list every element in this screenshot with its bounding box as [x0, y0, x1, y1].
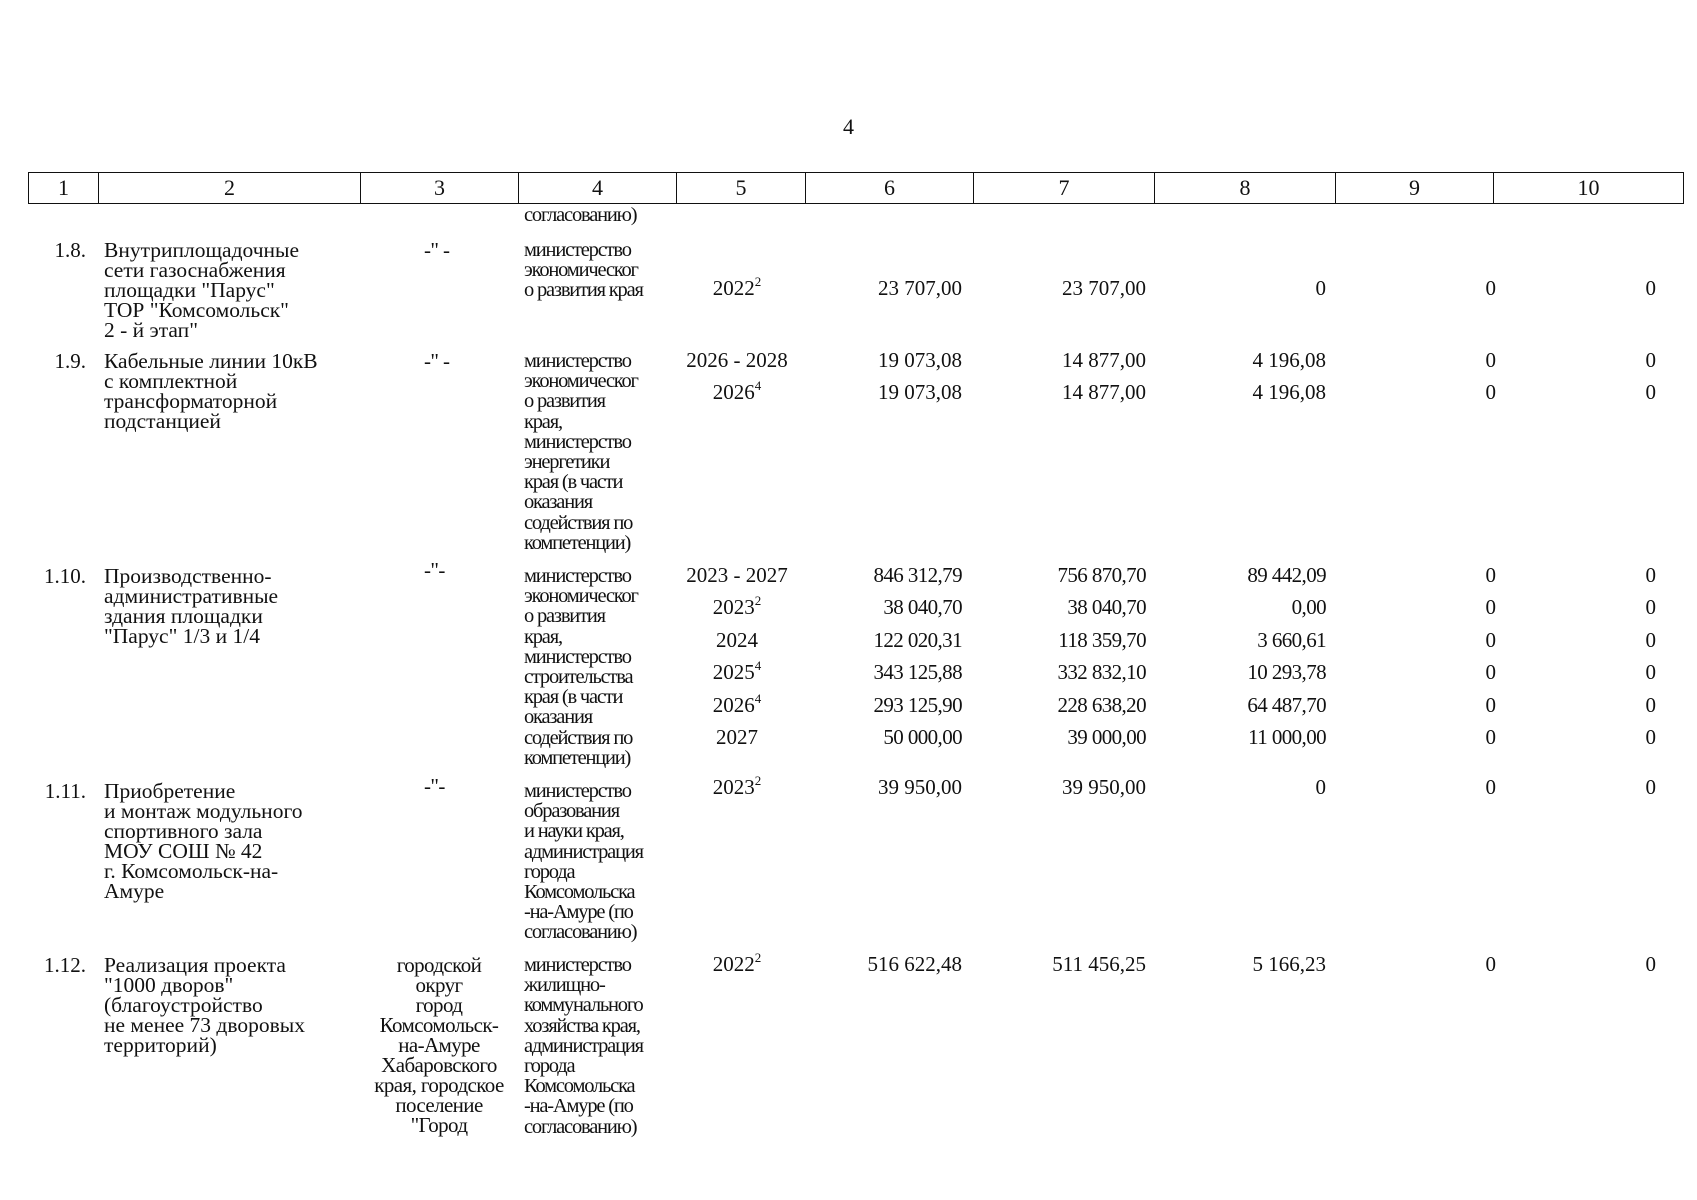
row-agency-line: компетенции)	[524, 746, 631, 769]
row-name-line: и монтаж модульного	[104, 799, 303, 823]
row-name-line: подстанцией	[104, 409, 221, 433]
row-col8: 10 293,78	[1247, 660, 1326, 684]
row-col9: 0	[1485, 380, 1496, 404]
row-number: 1.10.	[44, 564, 86, 588]
row-name-line: 2 - й этап"	[104, 318, 198, 342]
row-location-line: "Город	[410, 1113, 468, 1137]
row-col9: 0	[1485, 595, 1496, 619]
row-year-value: 2022	[712, 276, 755, 300]
row-name-line: ТОР "Комсомольск"	[104, 298, 289, 322]
row-name-line: Производственно-	[104, 564, 272, 588]
row-total: 516 622,48	[867, 952, 962, 976]
row-year-value: 2026	[712, 693, 755, 717]
row-year-value: 2025	[712, 660, 755, 684]
row-col9: 0	[1485, 952, 1496, 976]
row-agency-line: -на-Амуре (по	[524, 1095, 633, 1118]
row-year	[672, 950, 802, 976]
row-col8: 3 660,61	[1257, 628, 1326, 652]
table-header-row	[28, 172, 1684, 204]
row-total: 38 040,70	[883, 595, 962, 619]
row-name-line: Реализация проекта	[104, 953, 286, 977]
row-agency-line: министерство	[524, 350, 631, 372]
row-col10: 0	[1645, 693, 1656, 717]
row-name-line: г. Комсомольск-на-	[104, 859, 279, 883]
row-total: 50 000,00	[883, 725, 962, 749]
row-year-footnote: 4	[754, 658, 762, 673]
row-col10: 0	[1645, 563, 1656, 587]
row-location-line: Хабаровского	[381, 1053, 497, 1077]
row-col10: 0	[1645, 952, 1656, 976]
row-year-value: 2023 - 2027	[686, 563, 788, 587]
row-location-line: Комсомольск-	[379, 1013, 499, 1037]
row-agency-line: края (в части	[524, 471, 623, 494]
row-col9: 0	[1485, 628, 1496, 652]
row-col9: 0	[1485, 276, 1496, 300]
row-agency-line: согласованию)	[524, 921, 637, 944]
row-col7: 39 950,00	[1062, 775, 1146, 799]
row-total: 19 073,08	[878, 348, 962, 372]
row-total: 19 073,08	[878, 380, 962, 404]
row-year	[672, 727, 802, 747]
row-year	[672, 378, 802, 404]
row-agency-line: -на-Амуре (по	[524, 901, 633, 924]
row-agency-line: хозяйства края,	[524, 1014, 640, 1037]
row-year-value: 2024	[716, 628, 758, 652]
header-col-2: 2	[99, 173, 361, 203]
row-agency-line: министерство	[524, 645, 631, 668]
row-agency-line: оказания	[524, 491, 592, 514]
row-col7: 39 000,00	[1067, 725, 1146, 749]
row-col8: 0,00	[1291, 595, 1326, 619]
row-agency-line: края,	[524, 410, 562, 433]
row-agency-line: и науки края,	[524, 820, 624, 843]
row-agency-line: о развития	[524, 605, 605, 628]
row-name-line: Приобретение	[104, 779, 236, 803]
header-col-7: 7	[974, 173, 1155, 203]
row-col8: 4 196,08	[1252, 380, 1326, 404]
row-name-line: не менее 73 дворовых	[104, 1013, 305, 1037]
row-name-line: трансформаторной	[104, 389, 278, 413]
row-name-line: административные	[104, 584, 279, 608]
row-name-line: с комплектной	[104, 369, 238, 393]
row-col7: 38 040,70	[1067, 595, 1146, 619]
row-name-line: спортивного зала	[104, 819, 263, 843]
row-col10: 0	[1645, 595, 1656, 619]
row-agency-line: администрация	[524, 840, 643, 863]
row-total: 39 950,00	[878, 775, 962, 799]
row-year	[672, 691, 802, 717]
row-year-footnote: 2	[754, 950, 762, 965]
row-total: 846 312,79	[873, 563, 962, 587]
row-location-line: -"-	[424, 774, 445, 798]
row-col10: 0	[1645, 348, 1656, 372]
row-agency-line: энергетики	[524, 451, 610, 473]
header-col-9: 9	[1336, 173, 1494, 203]
row-year	[672, 658, 802, 684]
row-year-footnote: 4	[754, 378, 762, 393]
row-agency-line: коммунального	[524, 994, 643, 1017]
header-col-5: 5	[677, 173, 806, 203]
row-number: 1.8.	[54, 238, 86, 262]
row-col7: 332 832,10	[1057, 660, 1146, 684]
row-total: 23 707,00	[878, 276, 962, 300]
row-col8: 0	[1315, 276, 1326, 300]
row-col8: 0	[1315, 775, 1326, 799]
row-name-line: Внутриплощадочные	[104, 238, 300, 262]
row-name-line: сети газоснабжения	[104, 258, 286, 282]
row-year	[672, 773, 802, 799]
row-agency-line: содействия по	[524, 511, 633, 534]
row-total: 122 020,31	[873, 628, 962, 652]
row-year-value: 2023	[712, 595, 755, 619]
row-location-line: -"-	[424, 558, 445, 582]
row-location-line: поселение	[395, 1093, 483, 1117]
row-year	[672, 565, 802, 585]
row-location-line: округ	[415, 973, 463, 997]
row-number: 1.9.	[54, 349, 86, 373]
row-col9: 0	[1485, 660, 1496, 684]
row-col8: 4 196,08	[1252, 348, 1326, 372]
row-year	[672, 593, 802, 619]
header-col-1: 1	[29, 173, 99, 203]
row-agency-line: экономическог	[524, 370, 638, 393]
row-agency-line: города	[524, 860, 575, 883]
row-agency-line: образования	[524, 800, 619, 823]
row-name-line: "1000 дворов"	[104, 973, 234, 997]
row-year-value: 2026 - 2028	[686, 348, 788, 372]
row-col7: 14 877,00	[1062, 348, 1146, 372]
row-year-value: 2023	[712, 775, 755, 799]
row-location-line: городской	[396, 953, 482, 977]
row-col8: 64 487,70	[1247, 693, 1326, 717]
row-agency-line: компетенции)	[524, 531, 631, 554]
row-col10: 0	[1645, 380, 1656, 404]
row-year-footnote: 2	[754, 773, 762, 788]
row-year	[672, 630, 802, 650]
header-col-10: 10	[1494, 173, 1684, 203]
row-agency-line: края (в части	[524, 686, 623, 709]
row-year-value: 2022	[712, 952, 755, 976]
row-name-line: площадки "Парус"	[104, 278, 275, 302]
row-location-line: город	[415, 993, 463, 1017]
row-agency-line: строительства	[524, 666, 633, 688]
row-agency-line: о развития	[524, 390, 605, 413]
row-location-line: -" -	[424, 238, 450, 262]
row-location-line: -" -	[424, 349, 450, 373]
row-year	[672, 350, 802, 370]
row-agency-line: министерство	[524, 239, 631, 261]
row-agency-line: Комсомольска	[524, 1075, 635, 1098]
row-col10: 0	[1645, 725, 1656, 749]
row-col7: 118 359,70	[1058, 628, 1146, 652]
row-col7: 23 707,00	[1062, 276, 1146, 300]
continuation-text: согласованию)	[524, 204, 637, 226]
row-agency-line: о развития края	[524, 279, 643, 302]
page-number: 4	[843, 114, 854, 139]
row-col7: 14 877,00	[1062, 380, 1146, 404]
row-agency-line: оказания	[524, 706, 592, 729]
row-year-value: 2027	[716, 725, 758, 749]
row-year	[672, 274, 802, 300]
row-agency-line: Комсомольска	[524, 881, 635, 903]
row-year-footnote: 2	[754, 274, 762, 289]
row-agency-line: экономическог	[524, 259, 638, 282]
header-col-3: 3	[361, 173, 519, 203]
header-col-4: 4	[519, 173, 677, 203]
row-year-footnote: 2	[754, 593, 762, 608]
row-col9: 0	[1485, 348, 1496, 372]
row-name-line: МОУ СОШ № 42	[104, 839, 263, 863]
row-col7: 228 638,20	[1057, 693, 1146, 717]
row-year-footnote: 4	[754, 691, 762, 706]
row-col9: 0	[1485, 725, 1496, 749]
row-name-line: Кабельные линии 10кВ	[104, 349, 318, 373]
row-number: 1.11.	[44, 779, 86, 803]
row-location-line: на-Амуре	[398, 1033, 480, 1057]
row-col7: 511 456,25	[1052, 952, 1146, 976]
row-agency-line: жилищно-	[524, 974, 605, 997]
row-agency-line: согласованию)	[524, 1115, 637, 1138]
row-agency-line: министерство	[524, 954, 631, 976]
row-year-value: 2026	[712, 380, 755, 404]
header-col-8: 8	[1155, 173, 1336, 203]
row-col9: 0	[1485, 775, 1496, 799]
header-col-6: 6	[806, 173, 974, 203]
row-col10: 0	[1645, 628, 1656, 652]
row-col7: 756 870,70	[1057, 563, 1146, 587]
row-agency-line: экономическог	[524, 585, 638, 608]
row-total: 293 125,90	[873, 693, 962, 717]
row-agency-line: министерство	[524, 565, 631, 587]
row-col8: 11 000,00	[1248, 725, 1326, 749]
row-agency-line: министерство	[524, 780, 631, 802]
row-col9: 0	[1485, 693, 1496, 717]
row-agency-line: содействия по	[524, 726, 633, 749]
row-location-line: края, городское	[374, 1073, 504, 1097]
row-number: 1.12.	[44, 953, 86, 977]
row-col8: 89 442,09	[1247, 563, 1326, 587]
row-agency-line: края,	[524, 625, 562, 648]
row-name-line: здания площадки	[104, 604, 263, 628]
row-agency-line: министерство	[524, 430, 631, 453]
row-name-line: территорий)	[104, 1033, 217, 1057]
row-name-line: (благоустройство	[104, 993, 263, 1017]
row-name-line: "Парус" 1/3 и 1/4	[104, 624, 260, 648]
row-total: 343 125,88	[873, 660, 962, 684]
row-col9: 0	[1485, 563, 1496, 587]
row-name-line: Амуре	[104, 879, 165, 903]
row-col10: 0	[1645, 660, 1656, 684]
row-col8: 5 166,23	[1252, 952, 1326, 976]
row-agency-line: администрация	[524, 1034, 643, 1057]
row-col10: 0	[1645, 775, 1656, 799]
row-col10: 0	[1645, 276, 1656, 300]
row-agency-line: города	[524, 1055, 575, 1077]
